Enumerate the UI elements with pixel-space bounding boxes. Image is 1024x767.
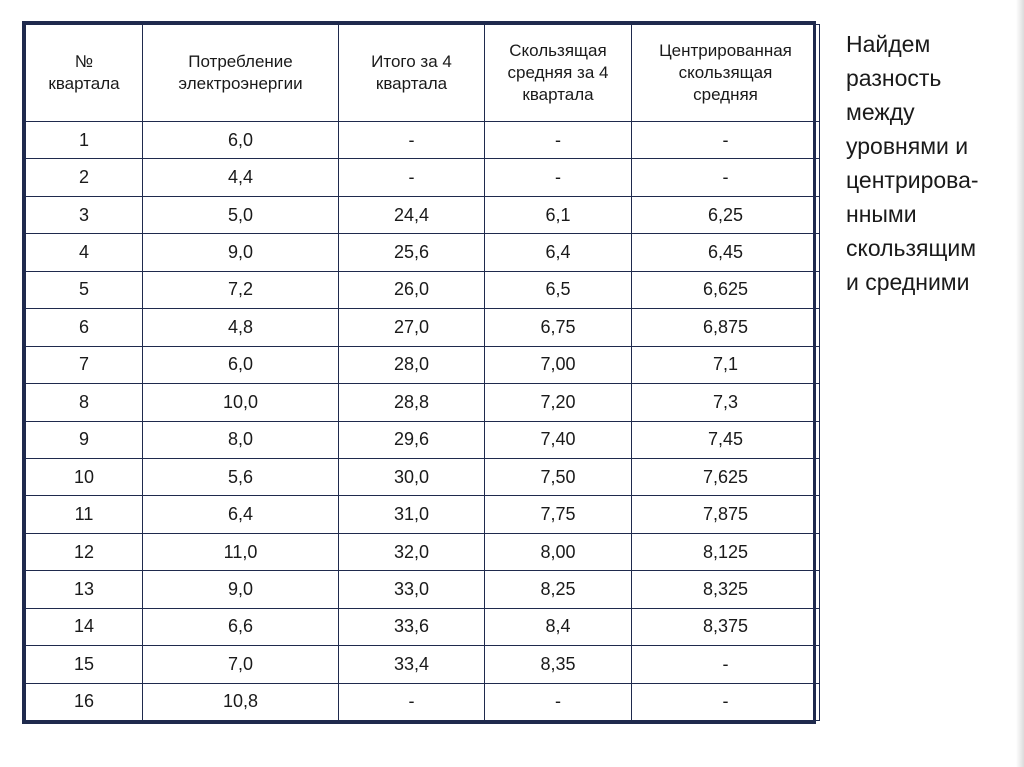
cell-consumption: 10,0 (143, 384, 339, 421)
cell-quarter: 7 (26, 346, 143, 383)
cell-moving-average: 8,25 (485, 571, 632, 608)
cell-consumption: 4,8 (143, 309, 339, 346)
cell-quarter: 5 (26, 271, 143, 308)
cell-centered-average: 8,375 (632, 608, 820, 645)
cell-moving-average: 6,1 (485, 196, 632, 233)
cell-consumption: 7,2 (143, 271, 339, 308)
table-row (26, 571, 820, 608)
cell-total: 33,4 (339, 646, 485, 683)
table-row (26, 122, 820, 159)
cell-moving-average: 7,50 (485, 458, 632, 495)
table-row (26, 159, 820, 196)
cell-centered-average: 8,325 (632, 571, 820, 608)
table-row (26, 683, 820, 720)
cell-quarter: 10 (26, 458, 143, 495)
cell-consumption: 6,4 (143, 496, 339, 533)
cell-centered-average: 6,25 (632, 196, 820, 233)
cell-consumption: 5,0 (143, 196, 339, 233)
cell-quarter: 3 (26, 196, 143, 233)
cell-consumption: 4,4 (143, 159, 339, 196)
cell-quarter: 14 (26, 608, 143, 645)
cell-total: 26,0 (339, 271, 485, 308)
cell-total: 25,6 (339, 234, 485, 271)
cell-consumption: 9,0 (143, 571, 339, 608)
table-row (26, 271, 820, 308)
cell-total: 33,6 (339, 608, 485, 645)
cell-centered-average: 7,3 (632, 384, 820, 421)
cell-consumption: 6,0 (143, 122, 339, 159)
cell-consumption: 6,0 (143, 346, 339, 383)
cell-quarter: 11 (26, 496, 143, 533)
cell-centered-average: 8,125 (632, 533, 820, 570)
cell-total: 24,4 (339, 196, 485, 233)
cell-moving-average: 6,75 (485, 309, 632, 346)
cell-quarter: 8 (26, 384, 143, 421)
cell-consumption: 5,6 (143, 458, 339, 495)
table-row (26, 458, 820, 495)
cell-centered-average: - (632, 122, 820, 159)
cell-quarter: 15 (26, 646, 143, 683)
header-electricity-consumption: Потребление электроэнергии (143, 25, 339, 122)
cell-total: 29,6 (339, 421, 485, 458)
side-note-text: Найдем разность между уровнями и центрирова- нными скользящим и средними (846, 31, 979, 295)
cell-total: 31,0 (339, 496, 485, 533)
cell-quarter: 12 (26, 533, 143, 570)
cell-quarter: 4 (26, 234, 143, 271)
cell-moving-average: - (485, 683, 632, 720)
table-row (26, 234, 820, 271)
cell-centered-average: 7,1 (632, 346, 820, 383)
table-header-row (26, 25, 820, 122)
cell-centered-average: - (632, 683, 820, 720)
header-quarter-number: № квартала (26, 25, 143, 122)
cell-centered-average: 6,625 (632, 271, 820, 308)
header-moving-average: Скользящая средняя за 4 квартала (485, 25, 632, 122)
cell-total: 27,0 (339, 309, 485, 346)
cell-quarter: 16 (26, 683, 143, 720)
cell-consumption: 11,0 (143, 533, 339, 570)
cell-centered-average: 6,45 (632, 234, 820, 271)
cell-total: 30,0 (339, 458, 485, 495)
cell-total: 33,0 (339, 571, 485, 608)
data-table-frame (22, 21, 816, 724)
cell-moving-average: 7,40 (485, 421, 632, 458)
cell-total: 28,8 (339, 384, 485, 421)
cell-quarter: 6 (26, 309, 143, 346)
cell-consumption: 6,6 (143, 608, 339, 645)
table-row (26, 608, 820, 645)
cell-consumption: 8,0 (143, 421, 339, 458)
cell-total: 28,0 (339, 346, 485, 383)
table-row (26, 421, 820, 458)
cell-moving-average: 8,00 (485, 533, 632, 570)
cell-centered-average: 7,875 (632, 496, 820, 533)
cell-consumption: 10,8 (143, 683, 339, 720)
cell-consumption: 7,0 (143, 646, 339, 683)
cell-quarter: 9 (26, 421, 143, 458)
cell-centered-average: - (632, 646, 820, 683)
table-row (26, 309, 820, 346)
data-table (25, 24, 820, 721)
table-row (26, 533, 820, 570)
cell-moving-average: - (485, 122, 632, 159)
cell-consumption: 9,0 (143, 234, 339, 271)
table-row (26, 496, 820, 533)
cell-centered-average: - (632, 159, 820, 196)
cell-total: 32,0 (339, 533, 485, 570)
cell-moving-average: 6,4 (485, 234, 632, 271)
cell-moving-average: 7,00 (485, 346, 632, 383)
cell-moving-average: 7,75 (485, 496, 632, 533)
cell-centered-average: 7,625 (632, 458, 820, 495)
cell-quarter: 13 (26, 571, 143, 608)
cell-centered-average: 6,875 (632, 309, 820, 346)
cell-moving-average: 7,20 (485, 384, 632, 421)
cell-moving-average: 8,35 (485, 646, 632, 683)
table-row (26, 646, 820, 683)
cell-quarter: 1 (26, 122, 143, 159)
cell-moving-average: 6,5 (485, 271, 632, 308)
cell-quarter: 2 (26, 159, 143, 196)
cell-moving-average: 8,4 (485, 608, 632, 645)
cell-total: - (339, 159, 485, 196)
table-body (26, 122, 820, 721)
table-row (26, 384, 820, 421)
slide-edge-shadow (1016, 0, 1024, 767)
cell-total: - (339, 683, 485, 720)
header-centered-moving-average: Центрированная скользящая средняя (632, 25, 820, 122)
cell-moving-average: - (485, 159, 632, 196)
header-total-4-quarters: Итого за 4 квартала (339, 25, 485, 122)
cell-centered-average: 7,45 (632, 421, 820, 458)
table-row (26, 346, 820, 383)
table-row (26, 196, 820, 233)
cell-total: - (339, 122, 485, 159)
